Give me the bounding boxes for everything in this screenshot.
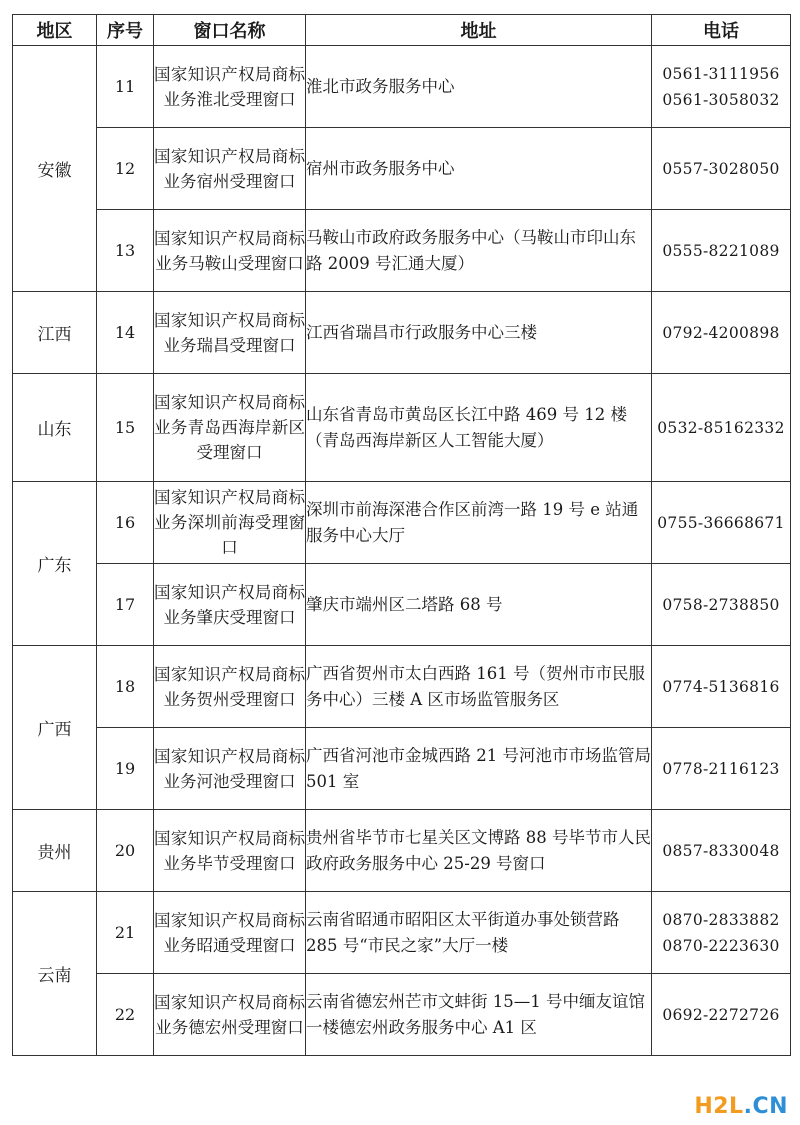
window-name-cell: 国家知识产权局商标业务宿州受理窗口 <box>154 128 306 210</box>
address-cell: 马鞍山市政府政务服务中心（马鞍山市印山东路 2009 号汇通大厦） <box>306 210 652 292</box>
window-name-cell: 国家知识产权局商标业务贺州受理窗口 <box>154 646 306 728</box>
phone-number: 0758-2738850 <box>662 595 780 614</box>
phone-number: 0555-8221089 <box>662 241 780 260</box>
table-row <box>13 210 791 292</box>
window-name-cell: 国家知识产权局商标业务河池受理窗口 <box>154 728 306 810</box>
phone-cell <box>652 292 791 374</box>
address-cell: 广西省河池市金城西路 21 号河池市市场监管局 501 室 <box>306 728 652 810</box>
table-row <box>13 646 791 728</box>
window-name-cell: 国家知识产权局商标业务德宏州受理窗口 <box>154 974 306 1056</box>
address-header: 地址 <box>306 15 652 46</box>
phone-number: 0561-3058032 <box>662 90 780 109</box>
address-cell: 云南省德宏州芒市文蚌街 15—1 号中缅友谊馆一楼德宏州政务服务中心 A1 区 <box>306 974 652 1056</box>
table-row <box>13 564 791 646</box>
seq-cell: 21 <box>97 892 154 974</box>
phone-number: 0561-3111956 <box>662 64 780 83</box>
region-cell: 云南 <box>13 892 97 1056</box>
window-name-cell: 国家知识产权局商标业务昭通受理窗口 <box>154 892 306 974</box>
table-row <box>13 974 791 1056</box>
region-cell: 江西 <box>13 292 97 374</box>
phone-cell <box>652 128 791 210</box>
seq-cell: 17 <box>97 564 154 646</box>
window-name-header: 窗口名称 <box>154 15 306 46</box>
window-name-cell: 国家知识产权局商标业务肇庆受理窗口 <box>154 564 306 646</box>
seq-cell: 18 <box>97 646 154 728</box>
window-name-cell: 国家知识产权局商标业务深圳前海受理窗口 <box>154 482 306 564</box>
region-cell: 广东 <box>13 482 97 646</box>
phone-cell <box>652 646 791 728</box>
seq-header: 序号 <box>97 15 154 46</box>
phone-cell <box>652 810 791 892</box>
window-name-cell: 国家知识产权局商标业务毕节受理窗口 <box>154 810 306 892</box>
window-name-cell: 国家知识产权局商标业务淮北受理窗口 <box>154 46 306 128</box>
address-cell: 深圳市前海深港合作区前湾一路 19 号 e 站通服务中心大厅 <box>306 482 652 564</box>
phone-cell <box>652 728 791 810</box>
table-row <box>13 128 791 210</box>
phone-cell <box>652 974 791 1056</box>
region-cell: 安徽 <box>13 46 97 292</box>
phone-cell <box>652 892 791 974</box>
seq-cell: 15 <box>97 374 154 482</box>
phone-number: 0755-36668671 <box>657 513 785 532</box>
address-cell: 江西省瑞昌市行政服务中心三楼 <box>306 292 652 374</box>
seq-cell: 16 <box>97 482 154 564</box>
site-watermark <box>694 1094 788 1119</box>
phone-number: 0792-4200898 <box>662 323 780 342</box>
address-cell: 淮北市政务服务中心 <box>306 46 652 128</box>
address-cell: 宿州市政务服务中心 <box>306 128 652 210</box>
address-cell: 山东省青岛市黄岛区长江中路 469 号 12 楼（青岛西海岸新区人工智能大厦） <box>306 374 652 482</box>
phone-number: 0778-2116123 <box>662 759 780 778</box>
window-name-cell: 国家知识产权局商标业务青岛西海岸新区受理窗口 <box>154 374 306 482</box>
phone-number: 0774-5136816 <box>662 677 780 696</box>
window-name-cell: 国家知识产权局商标业务瑞昌受理窗口 <box>154 292 306 374</box>
phone-number: 0857-8330048 <box>662 841 780 860</box>
region-header: 地区 <box>13 15 97 46</box>
table-row <box>13 728 791 810</box>
header-row <box>13 15 791 46</box>
address-cell: 贵州省毕节市七星关区文博路 88 号毕节市人民政府政务服务中心 25-29 号窗口 <box>306 810 652 892</box>
address-cell: 肇庆市端州区二塔路 68 号 <box>306 564 652 646</box>
phone-cell <box>652 564 791 646</box>
address-cell: 云南省昭通市昭阳区太平街道办事处锁营路 285 号“市民之家”大厅一楼 <box>306 892 652 974</box>
table-row <box>13 482 791 564</box>
phone-cell <box>652 46 791 128</box>
watermark-h2l: H2L <box>694 1094 744 1119</box>
region-cell: 山东 <box>13 374 97 482</box>
seq-cell: 14 <box>97 292 154 374</box>
seq-cell: 20 <box>97 810 154 892</box>
seq-cell: 12 <box>97 128 154 210</box>
table-row <box>13 374 791 482</box>
address-cell: 广西省贺州市太白西路 161 号（贺州市市民服务中心）三楼 A 区市场监管服务区 <box>306 646 652 728</box>
seq-cell: 19 <box>97 728 154 810</box>
phone-number: 0870-2833882 <box>662 910 780 929</box>
table-row <box>13 810 791 892</box>
window-name-cell: 国家知识产权局商标业务马鞍山受理窗口 <box>154 210 306 292</box>
phone-cell <box>652 482 791 564</box>
table-row <box>13 892 791 974</box>
phone-number: 0692-2272726 <box>662 1005 780 1024</box>
phone-number: 0532-85162332 <box>657 418 785 437</box>
watermark-dot: . <box>743 1094 753 1119</box>
phone-header: 电话 <box>652 15 791 46</box>
phone-cell <box>652 210 791 292</box>
region-cell: 贵州 <box>13 810 97 892</box>
table-row <box>13 46 791 128</box>
seq-cell: 13 <box>97 210 154 292</box>
region-cell: 广西 <box>13 646 97 810</box>
table-row <box>13 292 791 374</box>
phone-number: 0870-2223630 <box>662 936 780 955</box>
phone-number: 0557-3028050 <box>662 159 780 178</box>
seq-cell: 11 <box>97 46 154 128</box>
window-directory-table <box>12 14 791 1056</box>
phone-cell <box>652 374 791 482</box>
seq-cell: 22 <box>97 974 154 1056</box>
watermark-cn: CN <box>752 1094 788 1119</box>
